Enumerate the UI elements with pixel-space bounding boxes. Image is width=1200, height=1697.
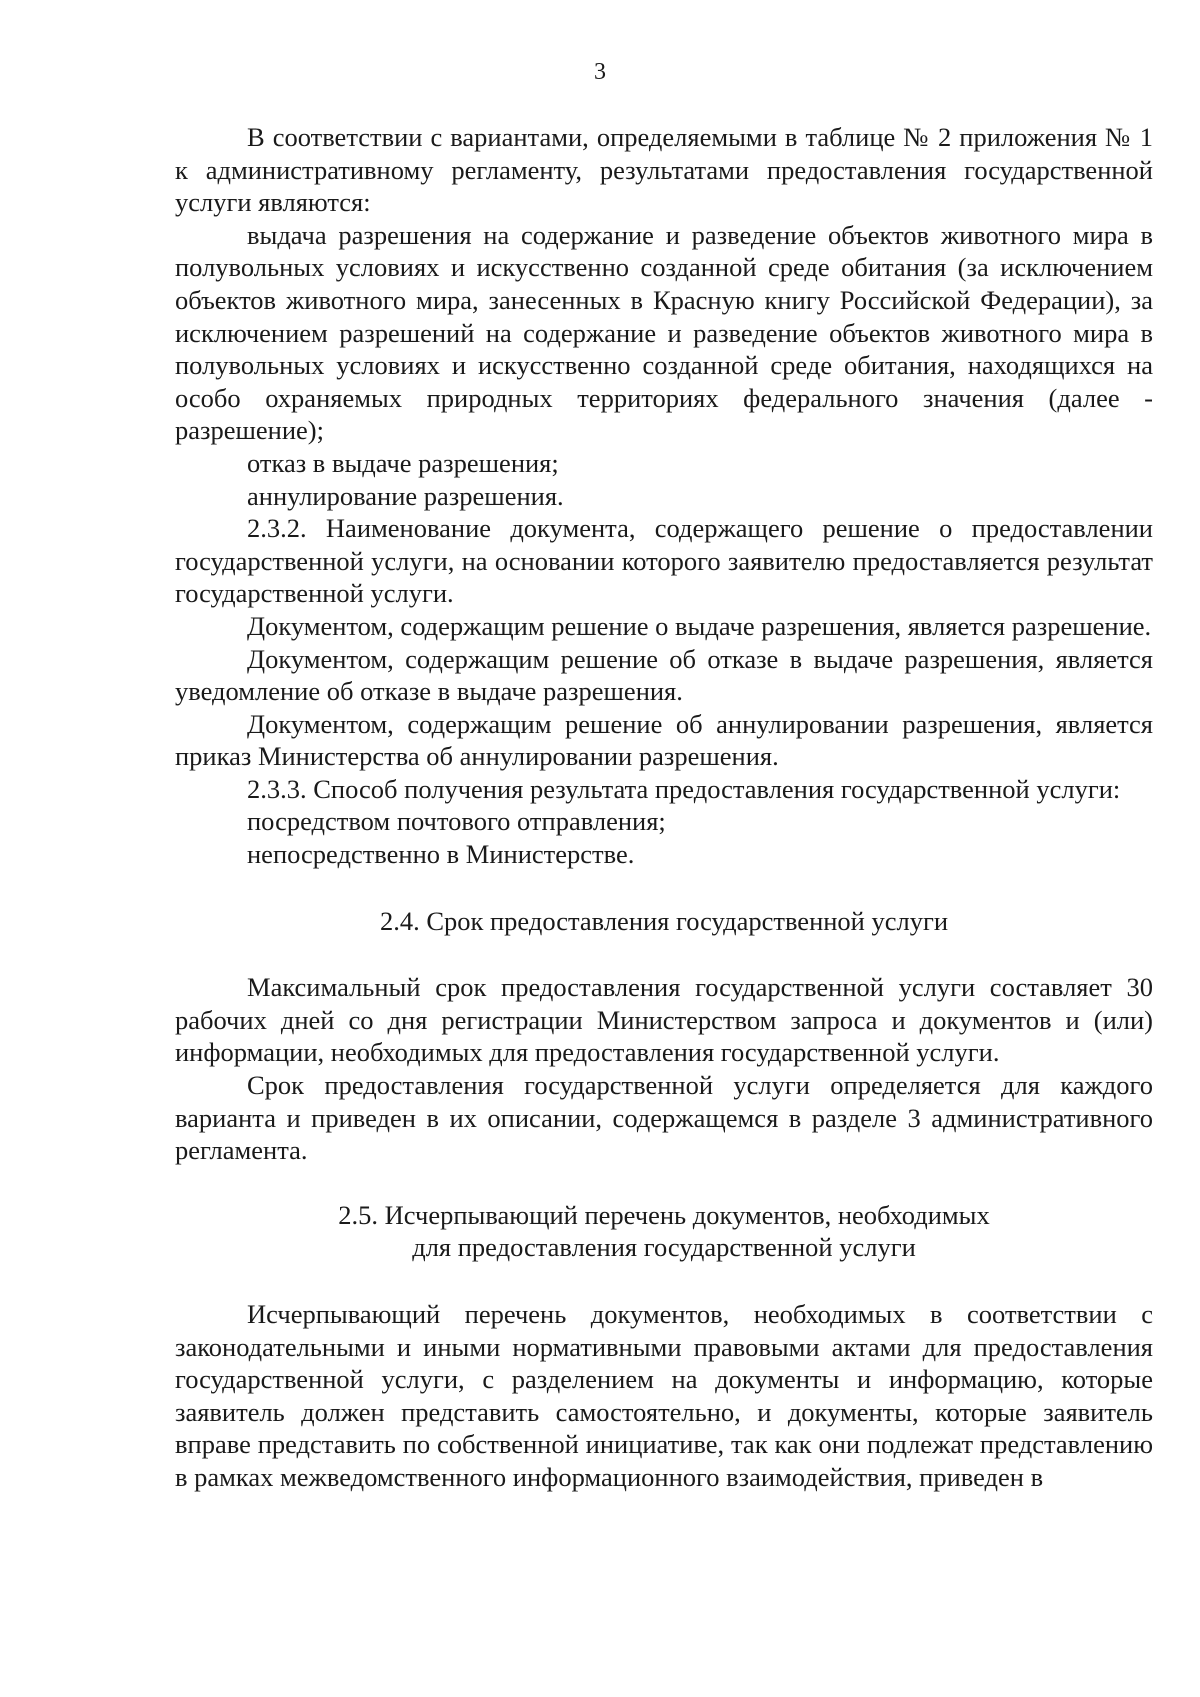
- section-heading-2-5-line2: для предоставления государственной услуги: [412, 1232, 916, 1263]
- paragraph-doc-issuance: Документом, содержащим решение о выдаче разрешения, является разрешение.: [247, 610, 1152, 641]
- paragraph-exhaustive-list: Исчерпывающий перечень документов, необходимых в соответствии с законодательными и иными нормативными правовыми актами для предоставления государственной услуги, с разделением на документы и информацию, которые заявитель должен представить самостоятельно, и документы, которые заявитель вправе представить по собственной инициативе, так как они подлежат представлению в рамках межведомственного информационного взаимодействия, приведен в: [175, 1299, 1153, 1492]
- paragraph-permit-issuance: выдача разрешения на содержание и разведение объектов животного мира в полувольных условиях и искусственно созданной среде обитания (за исключением объектов животного мира, занесенных в Красную книгу Российской Федерации), за исключением разрешений на содержание и разведение объектов животного мира в полувольных условиях и искусственно созданной среде обитания, находящихся на особо охраняемых природных территориях федерального значения (далее - разрешение);: [175, 219, 1153, 446]
- list-item-postal: посредством почтового отправления;: [247, 806, 666, 837]
- paragraph-2-3-3: 2.3.3. Способ получения результата предоставления государственной услуги:: [247, 773, 1121, 804]
- paragraph-doc-annulment: Документом, содержащим решение об аннулировании разрешения, является приказ Министерства об аннулировании разрешения.: [175, 708, 1153, 772]
- document-body: [175, 121, 1153, 1494]
- paragraph-term-variant: Срок предоставления государственной услуги определяется для каждого варианта и приведен в их описании, содержащемся в разделе 3 административного регламента.: [175, 1070, 1153, 1166]
- paragraph-results-intro: В соответствии с вариантами, определяемыми в таблице № 2 приложения № 1 к административному регламенту, результатами предоставления государственной услуги являются:: [175, 122, 1153, 218]
- paragraph-2-3-2: 2.3.2. Наименование документа, содержащего решение о предоставлении государственной услуги, на основании которого заявителю предоставляется результат государственной услуги.: [175, 513, 1153, 609]
- paragraph-max-term: Максимальный срок предоставления государственной услуги составляет 30 рабочих дней со дня регистрации Министерством запроса и документов и (или) информации, необходимых для предоставления государственной услуги.: [175, 972, 1153, 1068]
- list-item-annulment: аннулирование разрешения.: [247, 480, 564, 511]
- paragraph-doc-refusal: Документом, содержащим решение об отказе в выдаче разрешения, является уведомление об отказе в выдаче разрешения.: [175, 643, 1153, 707]
- section-heading-2-5-line1: 2.5. Исчерпывающий перечень документов, необходимых: [338, 1199, 990, 1230]
- page-number: 3: [594, 59, 606, 85]
- list-item-refusal: отказ в выдаче разрешения;: [247, 447, 559, 478]
- section-heading-2-4: 2.4. Срок предоставления государственной услуги: [379, 905, 949, 936]
- list-item-in-ministry: непосредственно в Министерстве.: [247, 839, 635, 870]
